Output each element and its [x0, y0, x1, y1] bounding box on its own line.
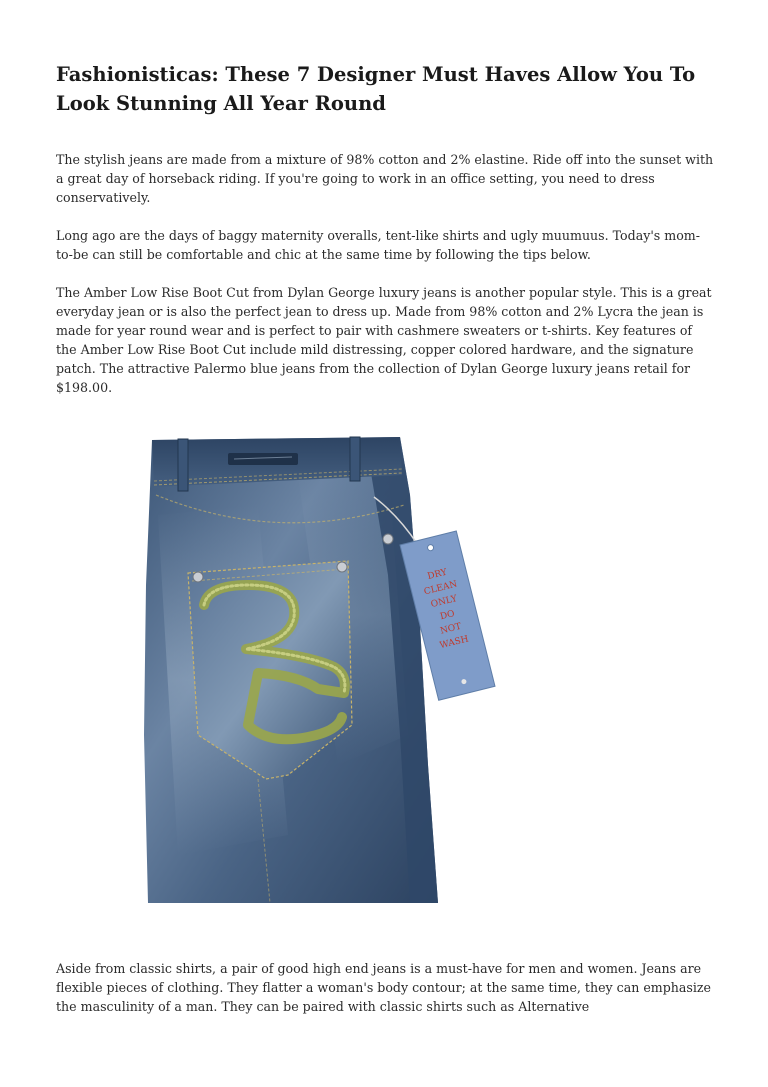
tag-line-6: WASH: [438, 634, 470, 652]
tag-line-4: DO: [439, 608, 456, 623]
tag-line-5: NOT: [439, 621, 463, 637]
article: [56, 60, 716, 1014]
tag-line-3: ONLY: [429, 593, 459, 611]
tag-line-2: CLEAN: [423, 579, 459, 598]
tag-line-1: DRY: [426, 567, 449, 583]
paragraph-3: The Amber Low Rise Boot Cut from Dylan George luxury jeans is another popular style. This is a great everyday jean or is also the perfect jean to dress up. Made from 98% cotton and 2% Lycra the jean is made for year round wear and is perfect to pair with cashmere sweaters or t-shirts. Key features of the Amber Low Rise Boot Cut include mild distressing, copper colored hardware, and the signature patch. The attractive Palermo blue jeans from the collection of Dylan George luxury jeans retail for $198.00.: [56, 285, 712, 395]
jeans-photo: [138, 435, 538, 905]
article-title: Fashionisticas: These 7 Designer Must Haves Allow You To Look Stunning All Year Round: [56, 63, 696, 115]
paragraph-1: The stylish jeans are made from a mixture of 98% cotton and 2% elastine. Ride off into the sunset with a great day of horseback riding. If you're going to work in an office setting, you need to dress conservatively.: [56, 152, 714, 205]
paragraph-2: Long ago are the days of baggy maternity overalls, tent-like shirts and ugly muumuus. Today's mom-to-be can still be comfortable and chic at the same time by following the tips below.: [56, 228, 700, 262]
paragraph-4: Aside from classic shirts, a pair of good high end jeans is a must-have for men and women. Jeans are flexible pieces of clothing. They flatter a woman's body contour; at the same time, they can emphasize the masculinity of a man. They can be paired with classic shirts such as Alternative: [56, 961, 712, 1014]
jeans-illustration: [138, 435, 538, 905]
